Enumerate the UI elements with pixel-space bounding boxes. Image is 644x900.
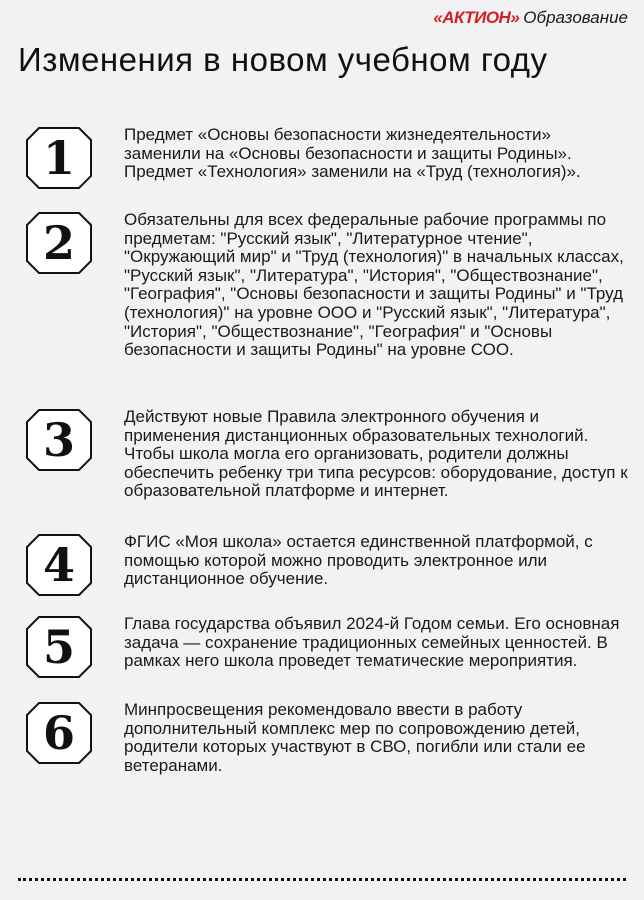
item-number: 3 [42,413,75,467]
item-number: 5 [42,620,75,674]
item-text: Глава государства объявил 2024-й Годом семьи. Его основная задача — сохранение традиционных семейных ценностей. В рамках него школа проведет тематические мероприятия. [124,614,620,671]
number-badge [25,408,93,472]
item-number: 6 [42,706,75,760]
brand-subtitle: Образование [523,8,628,27]
item-text: Обязательны для всех федеральные рабочие программы по предметам: "Русский язык", "Литературное чтение", "Окружающий мир" и "Труд (технология)" в начальных классах, "Русский язык", "Литература", "История", "Обществознание", "География", "Основы безопасности и защиты Родины" и "Труд (технология)" на уровне ООО и "Русский язык", "Литература", "История", "Обществознание", "География" и "Основы безопасности и защиты Родины" на уровне СОО. [124,210,624,360]
item-text: Предмет «Основы безопасности жизнедеятельности» заменили на «Основы безопасности и защиты Родины». Предмет «Технология» заменили на «Труд (технология)». [124,125,581,182]
brand-logo [433,7,628,29]
number-badge [25,126,93,190]
item-text: ФГИС «Моя школа» остается единственной платформой, с помощью которой можно проводить электронное или дистанционное обучение. [124,532,593,589]
number-badge [25,211,93,275]
page-title: Изменения в новом учебном году [18,41,548,78]
item-text: Минпросвещения рекомендовало ввести в работу дополнительный комплекс мер по сопровождению детей, родители которых участвуют в СВО, погибли или стали ее ветеранами. [124,700,586,775]
number-badge [25,533,93,597]
item-number: 4 [42,538,75,592]
footer-dotted-divider [18,878,626,881]
item-number: 1 [42,131,75,185]
number-badge [25,615,93,679]
brand-mark: «АКТИОН» [433,8,520,27]
item-text: Действуют новые Правила электронного обучения и применения дистанционных образовательных технологий. Чтобы школа могла его организовать, родители должны обеспечить ребенку три типа ресурсов: оборудование, доступ к образовательной платформе и интернет. [124,407,628,501]
item-number: 2 [42,216,75,270]
number-badge [25,701,93,765]
